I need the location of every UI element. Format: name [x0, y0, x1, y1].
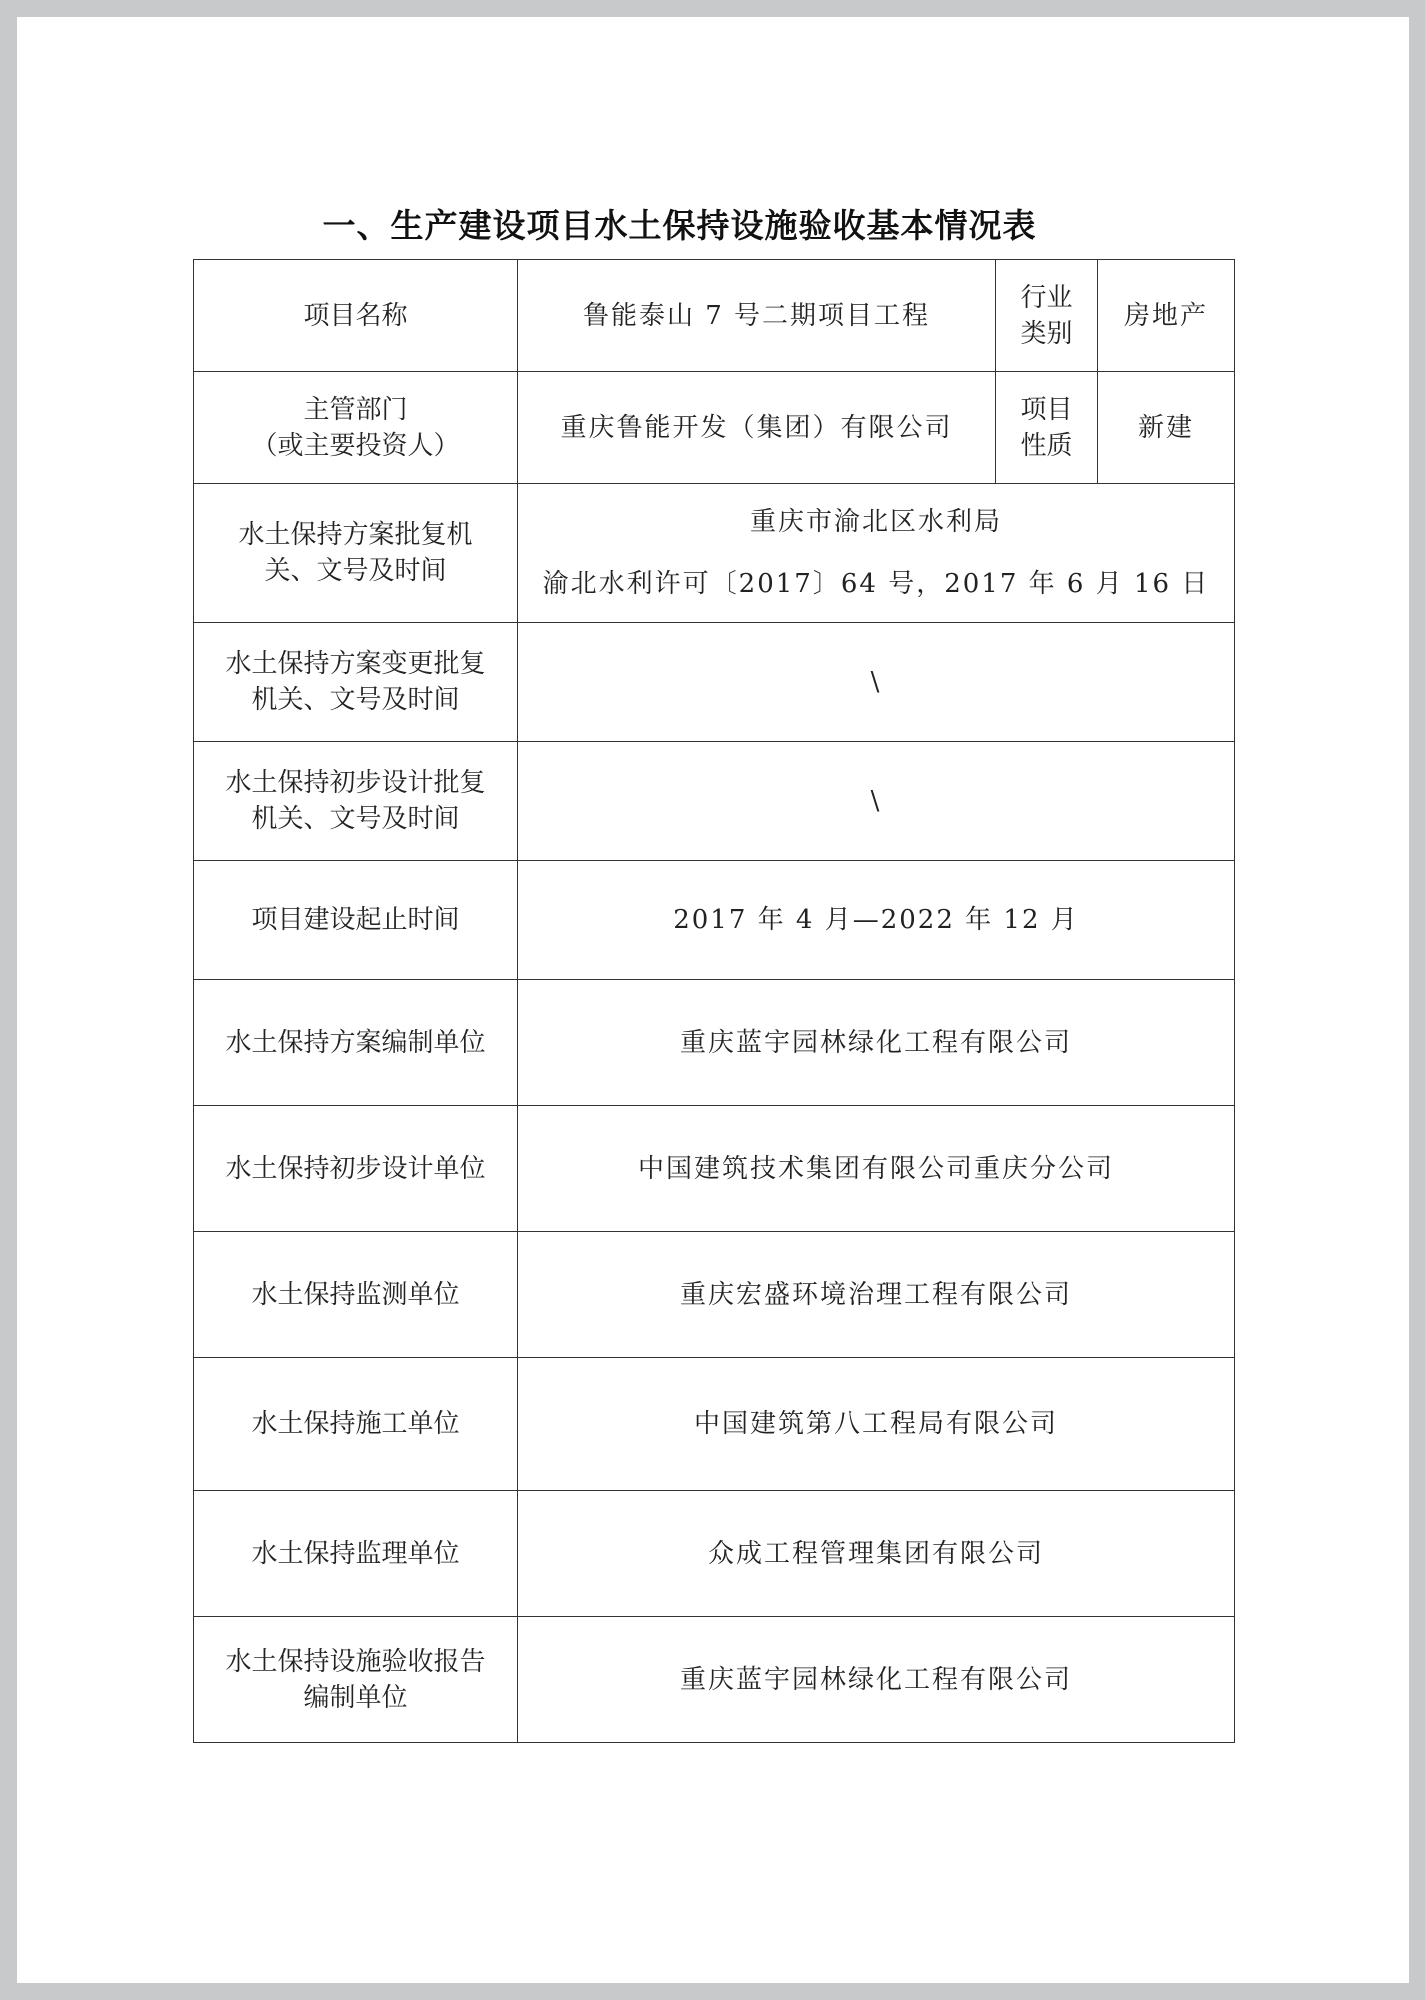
plan-compiler-value: 重庆蓝宇园林绿化工程有限公司	[518, 980, 1235, 1106]
table-row	[194, 1106, 1235, 1232]
report-compiler-value: 重庆蓝宇园林绿化工程有限公司	[518, 1617, 1235, 1743]
design-approval-label	[194, 742, 518, 861]
table-row	[194, 260, 1235, 372]
document-page	[17, 17, 1409, 1983]
table-row	[194, 1491, 1235, 1617]
project-name-value: 鲁能泰山 7 号二期项目工程	[518, 260, 996, 372]
table-row	[194, 1232, 1235, 1358]
project-name-label: 项目名称	[194, 260, 518, 372]
table-row	[194, 484, 1235, 623]
design-approval-label-line: 机关、文号及时间	[251, 804, 460, 834]
plan-approval-authority: 重庆市渝北区水利局	[749, 507, 1002, 537]
construction-period-value: 2017 年 4 月—2022 年 12 月	[518, 861, 1235, 980]
supervision-unit-value: 众成工程管理集团有限公司	[518, 1491, 1235, 1617]
plan-approval-label-line: 关、文号及时间	[264, 556, 447, 586]
table-row	[194, 623, 1235, 742]
plan-approval-label-line: 水土保持方案批复机	[238, 520, 473, 550]
industry-category-value: 房地产	[1098, 260, 1235, 372]
construction-period-label: 项目建设起止时间	[194, 861, 518, 980]
construction-unit-label: 水土保持施工单位	[194, 1358, 518, 1491]
plan-approval-label	[194, 484, 518, 623]
department-label-line: （或主要投资人）	[251, 430, 460, 461]
design-unit-label: 水土保持初步设计单位	[194, 1106, 518, 1232]
project-nature-label-line: 项目	[1020, 394, 1073, 425]
report-compiler-label	[194, 1617, 518, 1743]
design-unit-value: 中国建筑技术集团有限公司重庆分公司	[518, 1106, 1235, 1232]
table-row	[194, 372, 1235, 484]
monitoring-unit-label: 水土保持监测单位	[194, 1232, 518, 1358]
plan-compiler-label: 水土保持方案编制单位	[194, 980, 518, 1106]
monitoring-unit-value: 重庆宏盛环境治理工程有限公司	[518, 1232, 1235, 1358]
report-compiler-label-line: 水土保持设施验收报告	[225, 1646, 486, 1677]
plan-approval-document: 渝北水利许可〔2017〕64 号，2017 年 6 月 16 日	[542, 569, 1210, 599]
table-row	[194, 980, 1235, 1106]
project-nature-label	[996, 372, 1098, 484]
industry-category-label-line: 行业	[1020, 282, 1073, 313]
project-nature-value: 新建	[1098, 372, 1235, 484]
table-row	[194, 861, 1235, 980]
construction-unit-value: 中国建筑第八工程局有限公司	[518, 1358, 1235, 1491]
table-row	[194, 1358, 1235, 1491]
report-compiler-label-line: 编制单位	[303, 1682, 408, 1713]
design-approval-label-line: 水土保持初步设计批复	[225, 768, 486, 798]
department-label	[194, 372, 518, 484]
industry-category-label	[996, 260, 1098, 372]
plan-change-approval-label-line: 机关、文号及时间	[251, 685, 460, 715]
supervision-unit-label: 水土保持监理单位	[194, 1491, 518, 1617]
table-row	[194, 742, 1235, 861]
industry-category-label-line: 类别	[1020, 318, 1073, 349]
page-title: 一、生产建设项目水土保持设施验收基本情况表	[322, 206, 1037, 245]
plan-approval-value	[518, 484, 1235, 623]
table-row	[194, 1617, 1235, 1743]
plan-change-approval-label-line: 水土保持方案变更批复	[225, 649, 486, 679]
basic-info-table	[193, 259, 1235, 1743]
design-approval-value: \	[518, 742, 1235, 861]
department-label-line: 主管部门	[303, 394, 408, 425]
plan-change-approval-value: \	[518, 623, 1235, 742]
project-nature-label-line: 性质	[1020, 430, 1073, 461]
department-value: 重庆鲁能开发（集团）有限公司	[518, 372, 996, 484]
plan-change-approval-label	[194, 623, 518, 742]
